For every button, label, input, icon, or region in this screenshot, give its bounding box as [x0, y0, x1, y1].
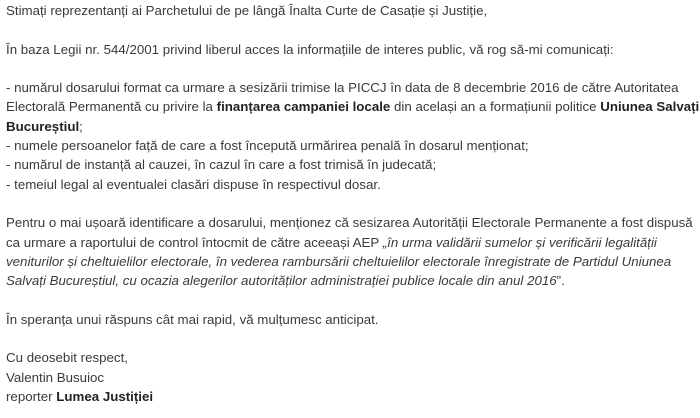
quote-end: ”.	[556, 273, 565, 289]
signer-name: Valentin Busuioc	[6, 369, 105, 385]
item-text: ;	[79, 118, 83, 134]
italic-quote: Salvați Bucureștiul, cu ocazia alegerilor autorităților administrației publice locale din anul 2016	[6, 273, 557, 289]
context-paragraph-line-4	[6, 271, 694, 290]
spacer	[6, 329, 694, 348]
context-paragraph-line-2	[6, 233, 694, 252]
spacer	[6, 20, 694, 39]
signer-role-line	[6, 387, 694, 406]
letter-body	[6, 1, 700, 406]
context-paragraph-line-3: veniturilor și cheltuielilor electorale, în vederea rambursării cheltuielilor electorale înregistrate de Partidul Uniunea	[6, 253, 672, 269]
request-item-1-line-2	[6, 97, 700, 116]
request-item-1-line-1: - numărul dosarului format ca urmare a sesizării trimise la PICCJ în data de 8 decembrie 2016 de către Autoritatea	[6, 80, 679, 96]
greeting: Stimați reprezentanți ai Parchetului de pe lângă Înalta Curte de Casație și Justiție,	[6, 3, 488, 18]
request-item-2: - numele persoanelor față de care a fost începută urmărirea penală în dosarul menționat;	[6, 138, 529, 154]
request-item-1-line-3	[6, 117, 694, 136]
intro-text: În baza Legii nr. 544/2001 privind liberul acces la informațiile de interes public, vă rog să-mi comunicați:	[6, 41, 614, 57]
closing-text: În speranța unui răspuns cât mai rapid, vă mulțumesc anticipat.	[6, 311, 379, 327]
signoff: Cu deosebit respect,	[6, 350, 128, 366]
bold-party-name-end: Bucureștiul	[6, 118, 80, 134]
bold-phrase-campaign-financing: finanțarea campaniei locale	[216, 99, 391, 115]
item-text: din același an a formațiunii politice	[390, 99, 601, 115]
paragraph-text: ca urmare a raportului de control întocmit de către aceeași AEP	[6, 234, 383, 250]
spacer	[6, 59, 694, 78]
item-text: Electorală Permanentă cu privire la	[6, 99, 217, 115]
signer-role: reporter	[6, 388, 57, 404]
italic-quote: „în urma validării sumelor și verificării legalității	[382, 234, 657, 250]
publication-name: Lumea Justiției	[56, 388, 154, 404]
bold-party-name: Uniunea Salvați	[600, 99, 700, 115]
request-item-3: - numărul de instanță al cauzei, în cazul în care a fost trimisă în judecată;	[6, 157, 437, 173]
spacer	[6, 290, 694, 309]
spacer	[6, 194, 694, 213]
context-paragraph-line-1: Pentru o mai ușoară identificare a dosarului, menționez că sesizarea Autorității Electorale Permanente a fost dispusă	[6, 215, 693, 231]
request-item-4: - temeiul legal al eventualei clasări dispuse în respectivul dosar.	[6, 176, 381, 192]
